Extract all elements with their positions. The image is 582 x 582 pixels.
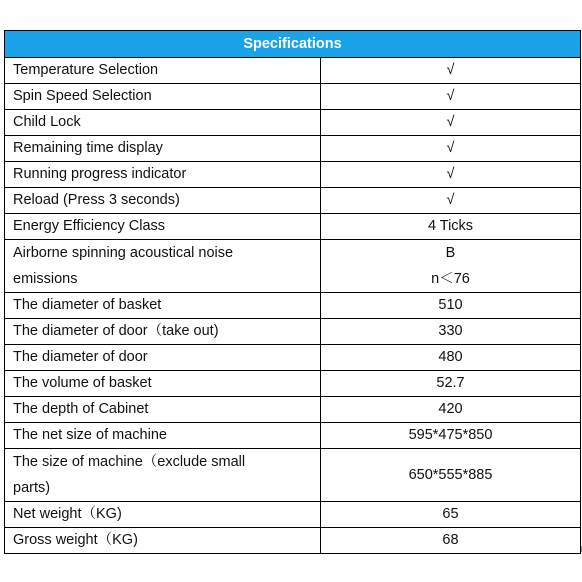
row-value: 510 xyxy=(321,293,581,319)
table-row xyxy=(5,371,581,397)
row-value: √ xyxy=(321,188,581,214)
row-label: Child Lock xyxy=(5,110,321,136)
table-row xyxy=(5,58,581,84)
row-value: √ xyxy=(321,58,581,84)
row-value: 595*475*850 xyxy=(321,423,581,449)
table-row xyxy=(5,502,581,528)
row-value: 330 xyxy=(321,319,581,345)
table-row xyxy=(5,240,581,293)
row-label: Spin Speed Selection xyxy=(5,84,321,110)
row-label-line: emissions xyxy=(13,271,78,287)
specifications-table xyxy=(4,30,581,554)
row-value: 68 xyxy=(321,528,581,554)
table-row xyxy=(5,188,581,214)
row-value: 420 xyxy=(321,397,581,423)
row-label: Temperature Selection xyxy=(5,58,321,84)
row-label: Energy Efficiency Class xyxy=(5,214,321,240)
table-row xyxy=(5,162,581,188)
row-label xyxy=(5,240,321,293)
row-label: Gross weight（KG) xyxy=(5,528,321,554)
row-label: The volume of basket xyxy=(5,371,321,397)
table-row xyxy=(5,110,581,136)
table-title: Specifications xyxy=(5,31,581,58)
table-row xyxy=(5,84,581,110)
table-row xyxy=(5,345,581,371)
table-row xyxy=(5,293,581,319)
table-row xyxy=(5,214,581,240)
row-label: The net size of machine xyxy=(5,423,321,449)
table-row xyxy=(5,423,581,449)
row-value: 52.7 xyxy=(321,371,581,397)
row-value: 480 xyxy=(321,345,581,371)
row-value: √ xyxy=(321,136,581,162)
row-label: The diameter of basket xyxy=(5,293,321,319)
row-label xyxy=(5,449,321,502)
row-label-line: Airborne spinning acoustical noise xyxy=(13,245,234,261)
table-header-row xyxy=(5,31,581,58)
table-row xyxy=(5,397,581,423)
row-value: 65 xyxy=(321,502,581,528)
row-label-line: The size of machine（exclude small xyxy=(13,454,246,470)
row-label: Running progress indicator xyxy=(5,162,321,188)
row-label-line: parts) xyxy=(13,480,51,496)
row-value: √ xyxy=(321,110,581,136)
row-value: √ xyxy=(321,162,581,188)
table-row xyxy=(5,319,581,345)
table-row xyxy=(5,136,581,162)
row-label: The diameter of door xyxy=(5,345,321,371)
row-label: The diameter of door（take out) xyxy=(5,319,321,345)
row-label: Net weight（KG) xyxy=(5,502,321,528)
row-label: Remaining time display xyxy=(5,136,321,162)
row-value-line: B xyxy=(445,245,456,261)
row-value-line: n＜76 xyxy=(431,271,470,287)
row-label: The depth of Cabinet xyxy=(5,397,321,423)
table-row xyxy=(5,528,581,554)
row-value: 4 Ticks xyxy=(321,214,581,240)
table-row xyxy=(5,449,581,502)
row-value: √ xyxy=(321,84,581,110)
row-label: Reload (Press 3 seconds) xyxy=(5,188,321,214)
row-value: 650*555*885 xyxy=(321,449,581,502)
row-value xyxy=(321,240,581,293)
